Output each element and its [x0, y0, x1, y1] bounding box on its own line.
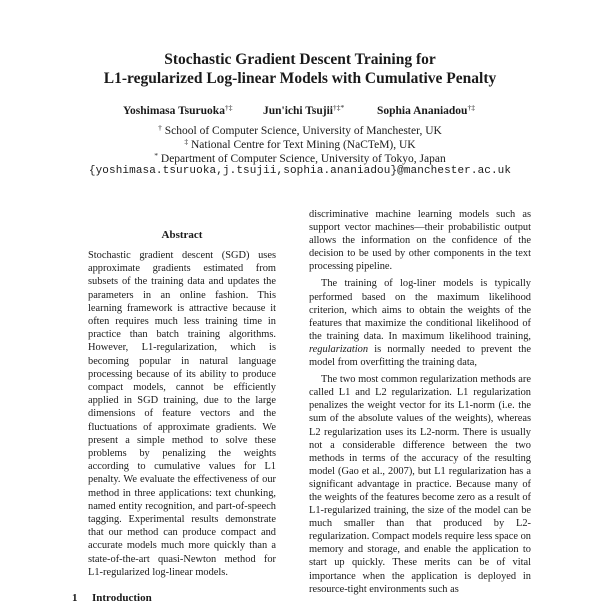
right-column-text: [309, 208, 531, 596]
author-2-marks: †‡*: [333, 103, 345, 112]
author-3-name: Sophia Ananiadou: [377, 105, 468, 117]
author-3-marks: †‡: [467, 103, 475, 112]
author-1-marks: †‡: [224, 103, 233, 112]
paragraph-3: The two most common regularization methods are called L1 and L2 regularization. L1 regularization penalizes the weight vector for its L1-norm (i.e. the sum of the absolute values of the weights), whereas L2 regularization uses its L2-norm. There is usually not a considerable difference between the two methods in terms of the accuracy of the resulting model (Gao et al., 2007), but L1 regularization has a significant advantage in practice. Because many of the weights of the features become zero as a result of L1-regularized training, the size of the model can be much smaller than that produced by L2-regularization. Compact models require less space on memory and storage, and enable the application to start up quickly. These merits can be of vital importance when the application is deployed in resource-tight environments such as: [309, 374, 531, 595]
paragraph-2-part-1: The training of log-liner models is typically performed based on the maximum likelihood criterion, which aims to obtain the weights of the features that maximize the conditional likelihood of the training data. In maximum likelihood training,: [309, 278, 531, 342]
abstract-heading: Abstract: [161, 229, 203, 241]
paper-title-line-2: L1-regularized Log-linear Models with Cumulative Penalty: [103, 70, 497, 87]
paragraph-2-emphasis: regularization: [309, 343, 369, 355]
author-list: [0, 103, 600, 121]
affiliation-2-text: National Centre for Text Mining (NaCTeM), UK: [191, 139, 416, 151]
section-heading-introduction: [72, 592, 272, 604]
paper-title-line-1: Stochastic Gradient Descent Training for: [164, 51, 436, 68]
paragraph-1: discriminative machine learning models such as support vector machines—their probabilistic output allows the information on the confidence of the decision to be used by other components in the text processing pipeline.: [309, 209, 531, 273]
author-1-name: Yoshimasa Tsuruoka: [123, 105, 225, 117]
author-1: [123, 103, 232, 117]
section-title: Introduction: [92, 592, 152, 604]
author-3: [377, 103, 475, 117]
abstract-text: Stochastic gradient descent (SGD) uses approximate gradients estimated from subsets of the training data and updates the parameters in an online fashion. This learning framework is attractive because it often requires much less training time in practice than batch training algorithms. However, L1-regularization, which is becoming popular in natural language processing because of its ability to produce compact models, cannot be efficiently applied in SGD training, due to the large dimensions of feature vectors and the fluctuations of approximate gradients. We present a simple method to solve these problems by penalizing the weights according to cumulative values for L1 penalty. We evaluate the effectiveness of our method in three applications: text chunking, named entity recognition, and part-of-speech tagging. Experimental results demonstrate that our method can produce compact and accurate models much more quickly than a state-of-the-art quasi-Newton method for L1-regularized log-linear models.: [88, 250, 276, 578]
affiliation-1-text: School of Computer Science, University of Manchester, UK: [164, 125, 442, 137]
section-number: 1: [72, 592, 78, 604]
paragraph-2-part-2: is normally needed to prevent the model from overfitting the training data,: [309, 343, 531, 369]
author-emails: {yoshimasa.tsuruoka,j.tsujii,sophia.ananiadou}@manchester.ac.uk: [88, 165, 512, 177]
affiliation-2-mark: ‡: [184, 137, 189, 146]
author-2: [263, 103, 344, 117]
paragraph-2: [309, 277, 531, 369]
affiliation-3-text: Department of Computer Science, University of Tokyo, Japan: [160, 153, 446, 165]
affiliation-3-mark: *: [154, 151, 159, 160]
affiliation-1-mark: †: [158, 123, 162, 132]
author-2-name: Jun'ichi Tsujii: [263, 105, 333, 117]
